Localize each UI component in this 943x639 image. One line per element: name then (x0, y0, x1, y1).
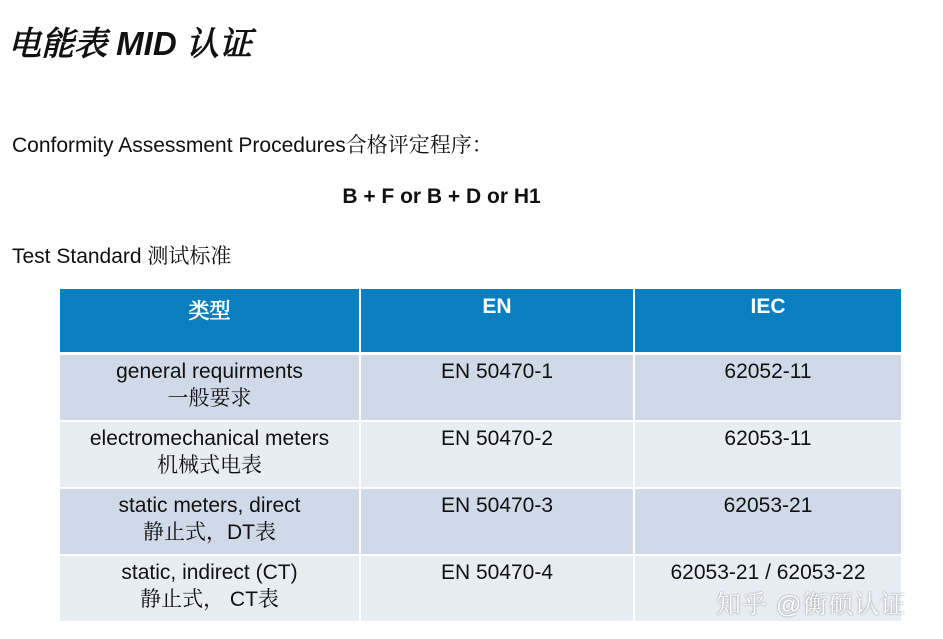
table-header-row (60, 289, 901, 354)
type-cell (60, 354, 360, 422)
test-standard-text: Test Standard 测试标准 (12, 245, 232, 268)
iec-cell: 62053-11 (634, 421, 901, 488)
iec-cell: 62052-11 (634, 354, 901, 422)
table-row (60, 354, 901, 422)
procedures-text: Conformity Assessment Procedures合格评定程序： (12, 134, 493, 157)
en-cell: EN 50470-4 (360, 555, 634, 622)
iec-cell: 62053-21 (634, 488, 901, 555)
header-type: 类型 (60, 289, 360, 354)
en-cell: EN 50470-2 (360, 421, 634, 488)
en-cell: EN 50470-1 (360, 354, 634, 422)
iec-cell: 62053-21 / 62053-22 (634, 555, 901, 622)
type-cn-text: 一般要求 (167, 387, 252, 410)
procedure-formula: B + F or B + D or H1 (342, 185, 541, 208)
type-en-text: static meters, direct (118, 494, 301, 517)
header-en: EN (360, 289, 634, 354)
type-cell (60, 555, 360, 622)
table-row (60, 421, 901, 488)
header-iec: IEC (634, 289, 901, 354)
page-title: 电能表 MID 认证 (8, 25, 252, 62)
standards-table (60, 289, 901, 623)
type-en-text: static, indirect (CT) (121, 561, 298, 584)
type-cell (60, 421, 360, 488)
en-cell: EN 50470-3 (360, 488, 634, 555)
type-cell (60, 488, 360, 555)
type-cn-text: 静止式， CT表 (140, 588, 279, 611)
type-en-text: electromechanical meters (89, 427, 330, 450)
watermark: 知乎 @衡硕认证 (716, 591, 907, 619)
type-en-text: general requirments (116, 360, 303, 383)
type-cn-text: 机械式电表 (157, 454, 262, 477)
type-cn-text: 静止式，DT表 (143, 521, 276, 544)
table-row (60, 488, 901, 555)
